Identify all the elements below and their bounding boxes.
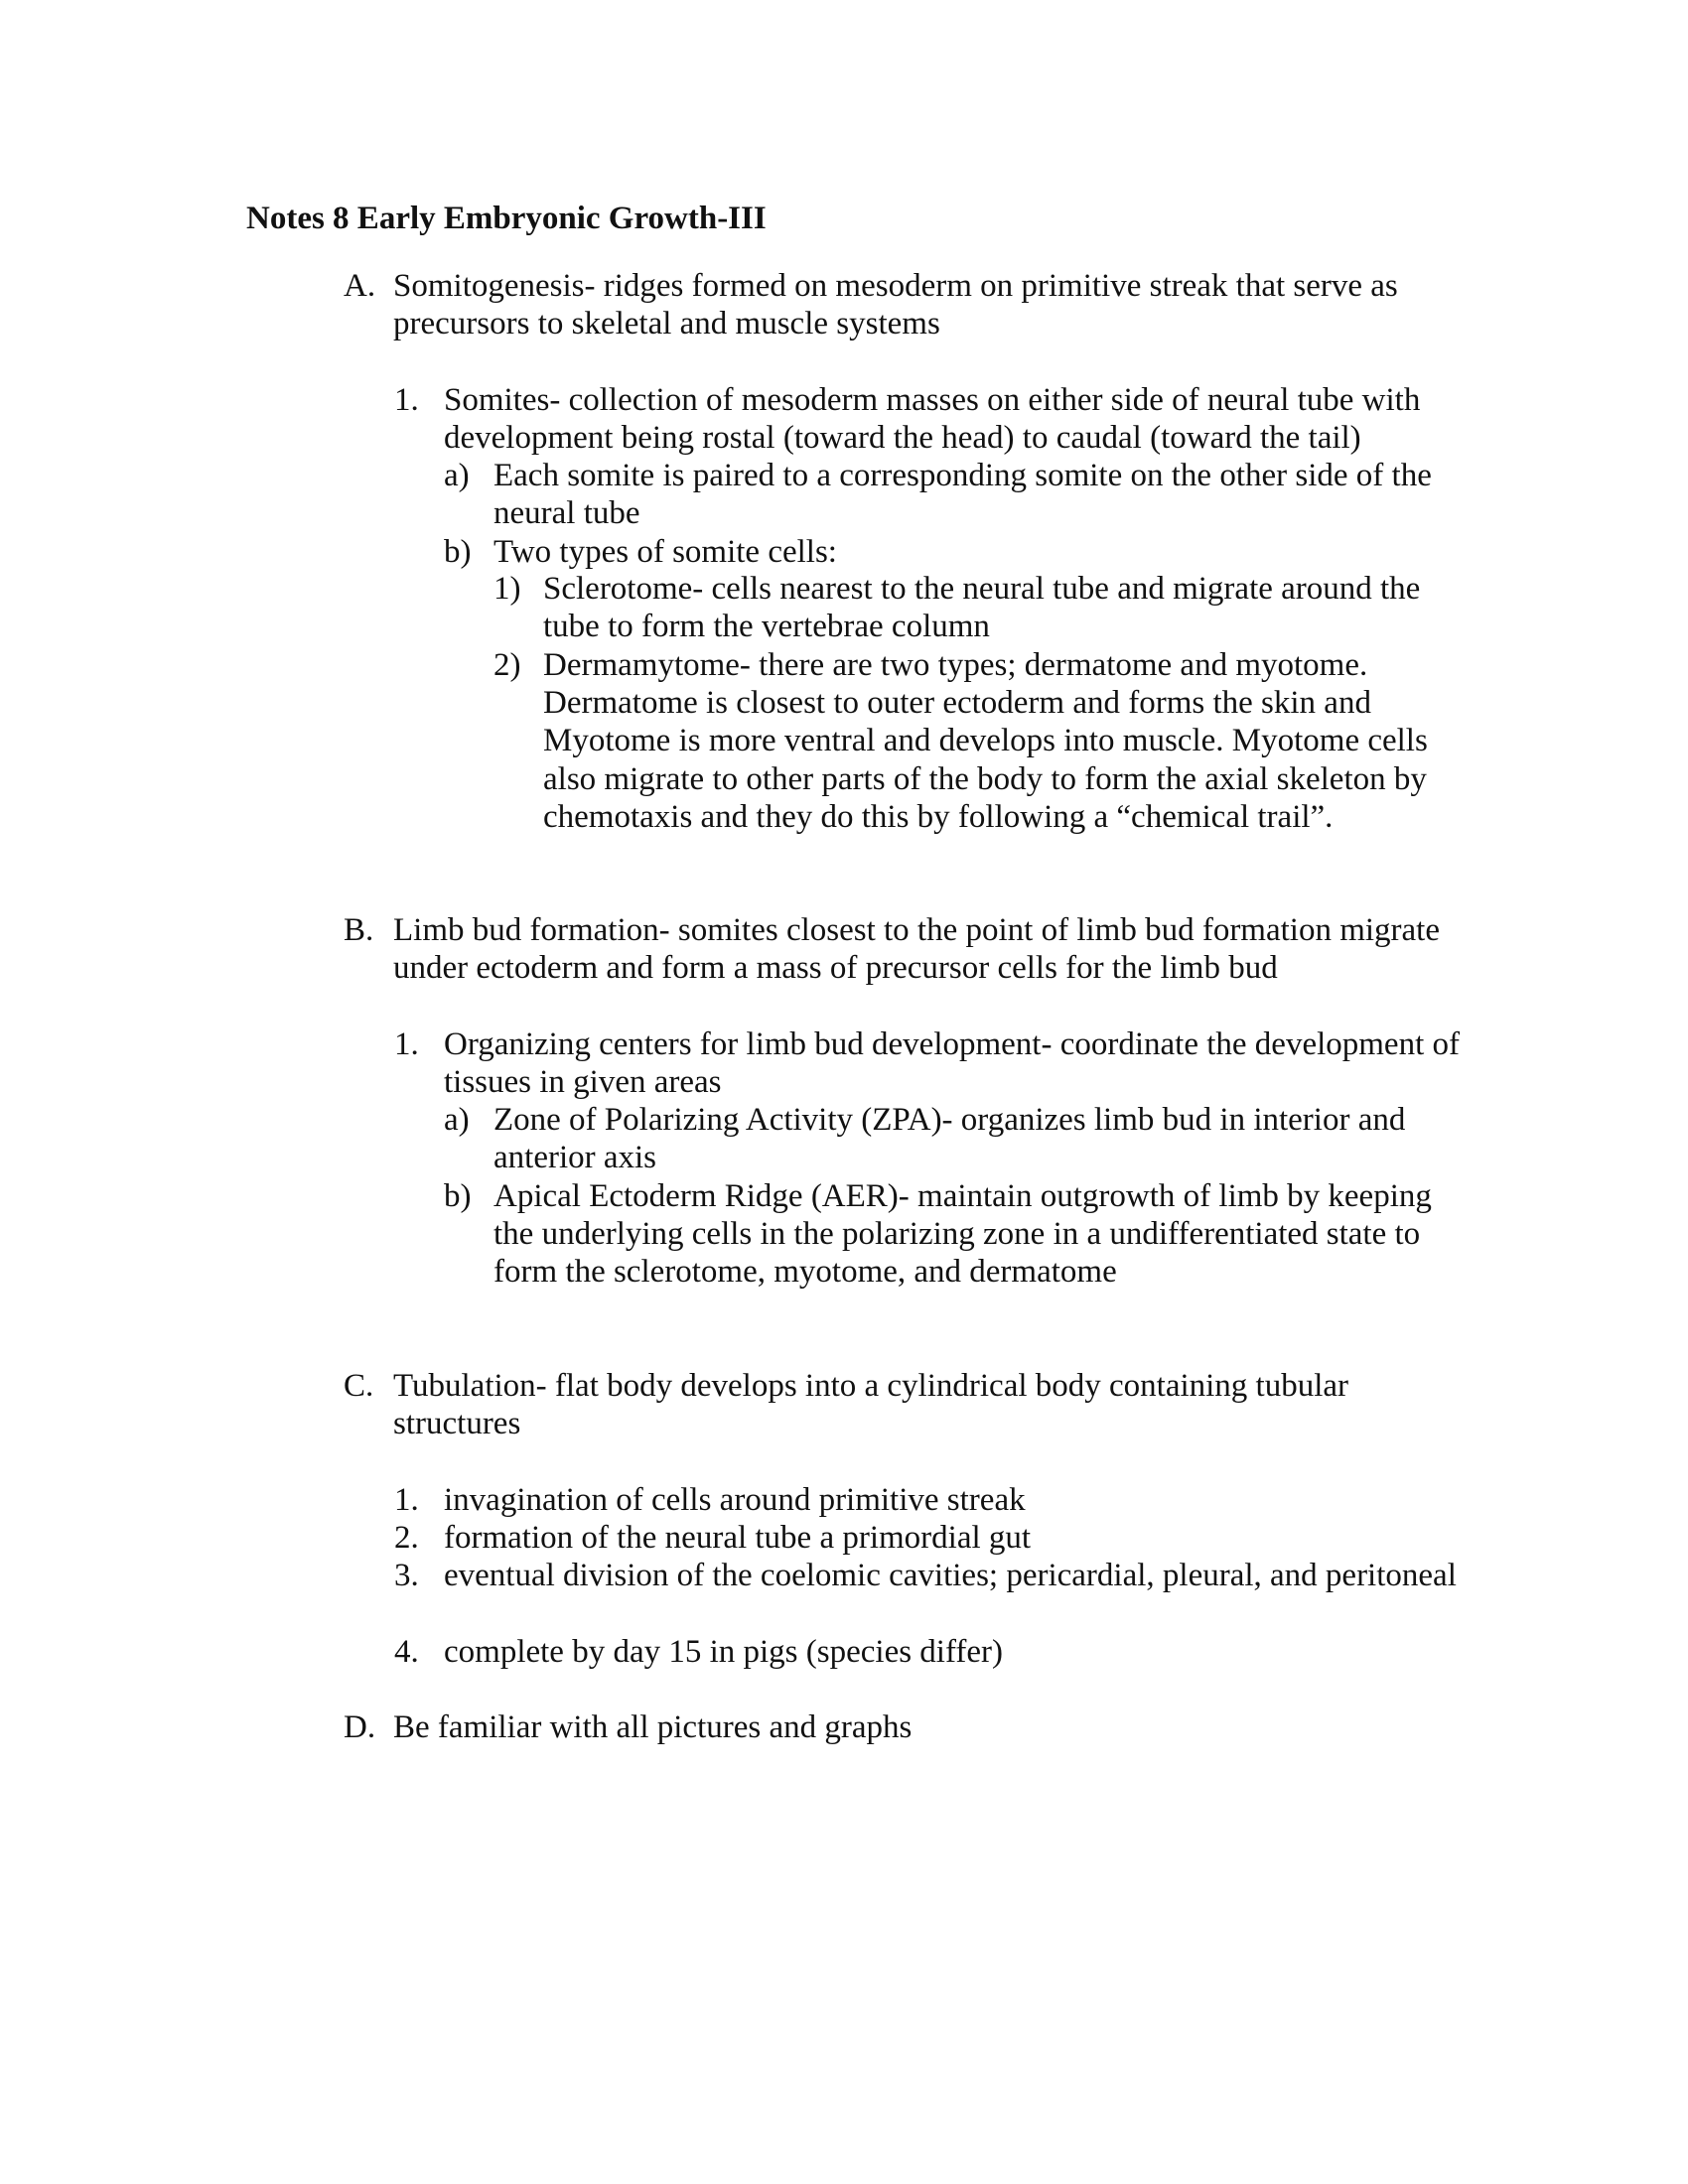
- section-c-item-2-text: formation of the neural tube a primordial gut: [444, 1520, 1032, 1556]
- section-c-item-3: [394, 1557, 1477, 1594]
- section-b-text: Limb bud formation- somites closest to the point of limb bud formation migrate under ectoderm and form a mass of precursor cells for the limb bud: [393, 912, 1441, 987]
- section-c-item-1: [394, 1481, 1477, 1519]
- section-a-subitem-b: [444, 533, 1457, 571]
- section-c: [344, 1367, 1456, 1442]
- section-a-item-1-text: Somites- collection of mesoderm masses on either side of neural tube with development being rostal (toward the head) to caudal (toward the tail): [444, 382, 1421, 457]
- section-a: [344, 267, 1456, 342]
- section-a-subsubitem-1-label: 1): [493, 571, 521, 607]
- section-a-subsubitem-2-label: 2): [493, 647, 521, 683]
- section-b: [344, 911, 1456, 987]
- section-b-subitem-a-text: Zone of Polarizing Activity (ZPA)- organizes limb bud in interior and anterior axis: [493, 1102, 1406, 1176]
- section-d-label: D.: [344, 1709, 376, 1745]
- section-d: [344, 1708, 1456, 1746]
- section-b-subitem-b-text: Apical Ectoderm Ridge (AER)- maintain outgrowth of limb by keeping the underlying cells in the polarizing zone in a undifferentiated state to form the sclerotome, myotome, and dermatome: [493, 1178, 1432, 1291]
- section-c-item-4-text: complete by day 15 in pigs (species differ): [444, 1634, 1003, 1670]
- section-c-label: C.: [344, 1368, 374, 1404]
- section-a-item-1-label: 1.: [394, 382, 419, 418]
- section-a-subitem-a-text: Each somite is paired to a corresponding somite on the other side of the neural tube: [493, 458, 1432, 532]
- section-b-item-1: [394, 1025, 1477, 1101]
- section-a-subsubitem-1: [493, 570, 1437, 645]
- section-a-subsubitem-2-text: Dermamytome- there are two types; dermatome and myotome. Dermatome is closest to outer ectoderm and forms the skin and Myotome is more ventral and develops into muscle. Myotome cells also migrate to other parts of the body to form the axial skeleton by chemotaxis and they do this by following a “chemical trail”.: [543, 647, 1428, 835]
- section-a-subitem-b-label: b): [444, 534, 472, 570]
- section-c-item-4: [394, 1633, 1477, 1671]
- section-b-subitem-b-label: b): [444, 1178, 472, 1214]
- section-b-subitem-a-label: a): [444, 1102, 470, 1138]
- section-a-subitem-a-label: a): [444, 458, 470, 493]
- section-c-item-4-label: 4.: [394, 1634, 419, 1670]
- section-a-subsubitem-1-text: Sclerotome- cells nearest to the neural tube and migrate around the tube to form the vertebrae column: [543, 571, 1421, 645]
- section-b-item-1-label: 1.: [394, 1026, 419, 1062]
- section-c-text: Tubulation- flat body develops into a cylindrical body containing tubular structures: [393, 1368, 1349, 1442]
- section-a-subsubitem-2: [493, 646, 1437, 836]
- section-c-item-3-label: 3.: [394, 1558, 419, 1593]
- section-c-item-2-label: 2.: [394, 1520, 419, 1556]
- section-a-subitem-a: [444, 457, 1457, 532]
- section-a-label: A.: [344, 268, 376, 304]
- section-b-subitem-a: [444, 1101, 1457, 1176]
- section-a-subitem-b-text: Two types of somite cells:: [493, 534, 837, 570]
- page-title: Notes 8 Early Embryonic Growth-III: [246, 201, 767, 236]
- section-b-subitem-b: [444, 1177, 1457, 1292]
- section-c-item-1-text: invagination of cells around primitive streak: [444, 1482, 1026, 1518]
- section-c-item-2: [394, 1519, 1477, 1557]
- section-a-text: Somitogenesis- ridges formed on mesoderm on primitive streak that serve as precursors to skeletal and muscle systems: [393, 268, 1398, 342]
- section-c-item-1-label: 1.: [394, 1482, 419, 1518]
- section-b-label: B.: [344, 912, 374, 948]
- section-a-item-1: [394, 381, 1477, 457]
- section-d-text: Be familiar with all pictures and graphs: [393, 1709, 913, 1745]
- section-c-item-3-text: eventual division of the coelomic cavities; pericardial, pleural, and peritoneal: [444, 1558, 1457, 1593]
- section-b-item-1-text: Organizing centers for limb bud development- coordinate the development of tissues in given areas: [444, 1026, 1460, 1101]
